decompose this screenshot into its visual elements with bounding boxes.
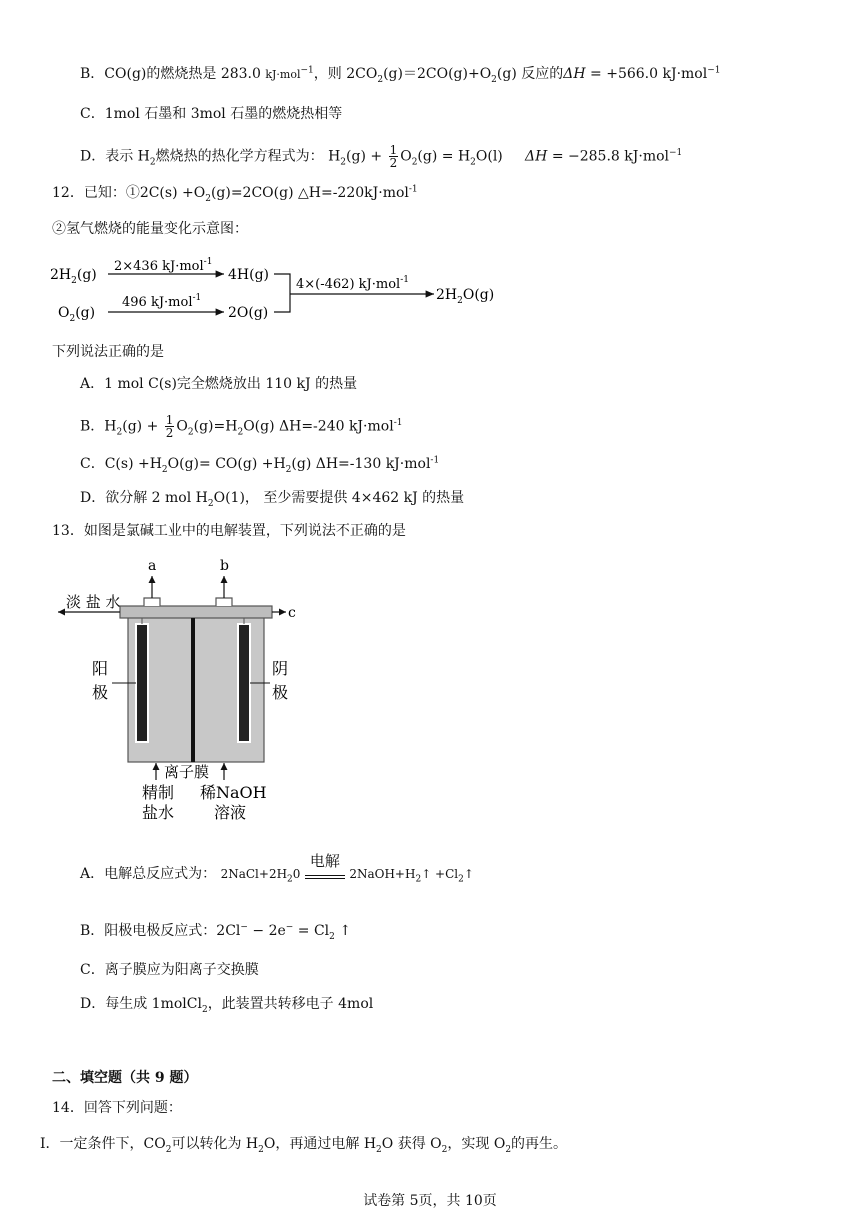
q12-option-c: C．$C(s) +H_2O(g)= CO(g) +H_2(g)$ ΔH=-130 kJ·mol$^{-1}$ xyxy=(80,455,440,475)
q12-option-a: A．1 mol C(s)完全燃烧放出 110 kJ 的热量 xyxy=(80,376,358,392)
h-product: 4H(g) xyxy=(228,267,270,283)
cathode-electrode xyxy=(238,624,250,742)
outlet-a-pipe xyxy=(144,598,160,606)
label-dilute-brine: 淡 盐 水 xyxy=(66,593,121,611)
q12-stem-2: ②氢气燃烧的能量变化示意图： xyxy=(52,221,248,237)
label-a: a xyxy=(148,558,157,574)
q11-option-d: D．表示 $H_2$燃烧热的热化学方程式为： $H_2(g)$ + $\frac{1}{2}$ $O_2(g) = H_2O(l)$ ΔH = −285.8 kJ·mol$^{-1}$ xyxy=(80,143,683,170)
outlet-b-pipe xyxy=(216,598,232,606)
double-line-arrow xyxy=(305,875,345,879)
combine-label: 4×(-462) kJ·mol$^{-1}$ xyxy=(296,275,409,292)
page-footer: 试卷第 5页，共 10页 xyxy=(363,1193,497,1209)
q11-option-c: C．1mol 石墨和 3mol 石墨的燃烧热相等 xyxy=(80,106,343,122)
q12-stem: 12．已知：①2C(s) $+O_2(g)=2CO(g)$ △H=-220kJ·mol$^{-1}$ xyxy=(52,184,418,204)
anode-electrode xyxy=(136,624,148,742)
q12-ask: 下列说法正确的是 xyxy=(52,344,164,360)
label-naoh-1: 稀NaOH xyxy=(200,783,267,802)
section-heading: 二、填空题（共 9 题） xyxy=(52,1070,198,1086)
water-product: $2H_2O(g)$ xyxy=(436,287,495,306)
label-anode-2: 极 xyxy=(92,683,109,702)
q13-stem: 13．如图是氯碱工业中的电解装置，下列说法不正确的是 xyxy=(52,523,406,539)
bracket xyxy=(274,274,290,312)
q14-part-1: Ⅰ．一定条件下，$CO_2$可以转化为 $H_2O$，再通过电解 $H_2O$ 获得 $O_2$，实现 $O_2$的再生。 xyxy=(40,1136,568,1155)
h2-reactant: $2H_2(g)$ xyxy=(50,267,97,286)
label-b: b xyxy=(220,558,229,574)
q11-option-b: B．CO(g)的燃烧热是 283.0 kJ·mol$^{-1}$，则 $2CO_2(g)=2CO(g)+O_2(g)$ 反应的ΔH = +566.0 kJ·mol$^{-1}$ xyxy=(80,65,721,85)
label-membrane: 离子膜 xyxy=(164,763,210,781)
q12-option-d: D．欲分解 2 mol $H_2O(1)$， 至少需要提供 4×462 kJ 的热量 xyxy=(80,490,465,509)
q12-option-b: B．$H_2(g)$ + $\frac{1}{2}$ $O_2(g)=H_2O(g)$ ΔH=-240 kJ·mol$^{-1}$ xyxy=(80,413,403,440)
label-c: c xyxy=(288,605,296,621)
tank-lid xyxy=(120,606,272,618)
hydrogen-combustion-diagram xyxy=(48,252,508,326)
q13-option-d: D．每生成 1molCl$_2$，此装置共转移电子 4mol xyxy=(80,996,374,1015)
o2-arrow-label: 496 kJ·mol$^{-1}$ xyxy=(122,293,202,310)
label-refined-brine-2: 盐水 xyxy=(142,803,175,822)
h2-arrow-label: 2×436 kJ·mol$^{-1}$ xyxy=(114,257,213,274)
label-naoh-2: 溶液 xyxy=(214,803,247,822)
q13-option-b: B．阳极电极反应式：$2Cl^- - 2e^- = Cl_2$ ↑ xyxy=(80,922,352,942)
label-refined-brine-1: 精制 xyxy=(142,783,175,802)
ion-membrane xyxy=(191,618,195,762)
electrolysis-condition: 电解 xyxy=(309,852,340,870)
o2-reactant: $O_2(g)$ xyxy=(58,305,96,324)
label-cathode-1: 阴 xyxy=(272,659,289,678)
electrolysis-cell-diagram xyxy=(52,556,302,826)
q13-option-c: C．离子膜应为阳离子交换膜 xyxy=(80,962,259,978)
q14-stem: 14．回答下列问题： xyxy=(52,1100,182,1116)
q13-option-a: A．电解总反应式为： $2NaCl+2H_20$ 电解 $2NaOH+H_2↑$ $+Cl_2↑$ xyxy=(80,852,474,885)
label-cathode-2: 极 xyxy=(272,683,289,702)
o-product: 2O(g) xyxy=(228,305,269,321)
label-anode-1: 阳 xyxy=(92,659,109,678)
